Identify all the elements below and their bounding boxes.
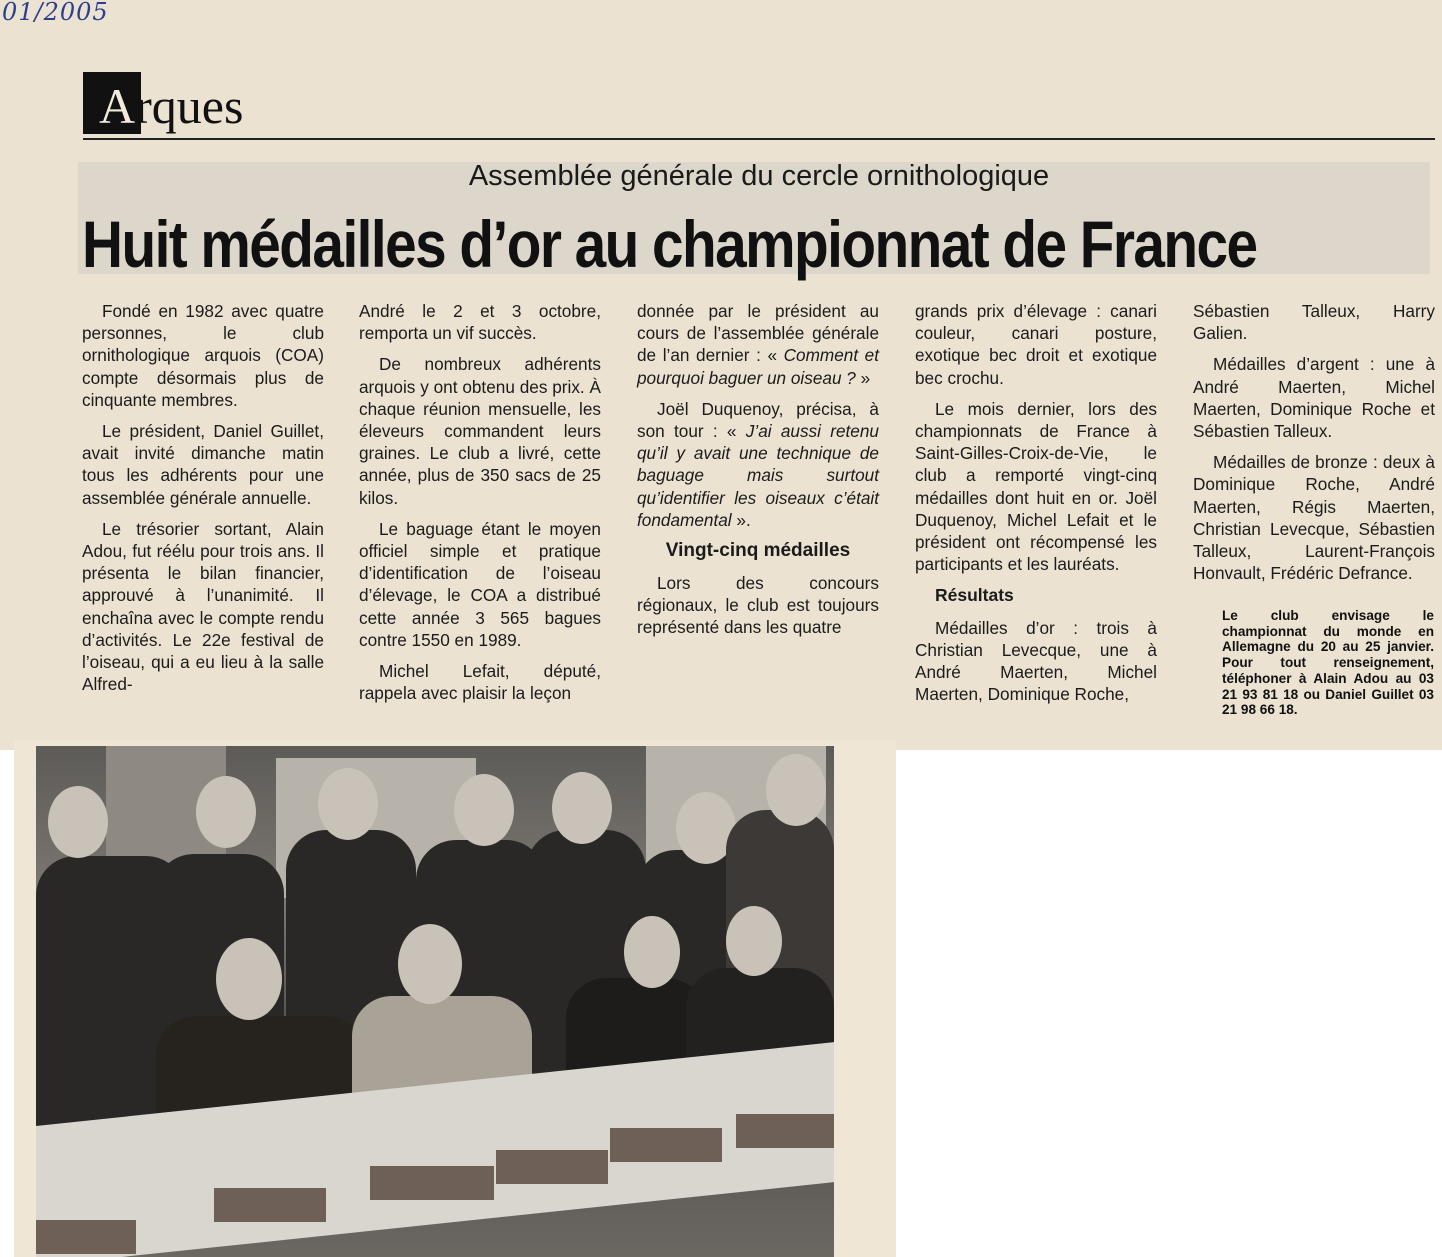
text-run: » (860, 367, 871, 388)
paragraph: Michel Lefait, député, rappela avec plaisir la leçon (359, 661, 601, 704)
article-column-1 (82, 300, 324, 704)
text-run: Joël Duquenoy, précisa, à son tour : « (637, 398, 879, 442)
paragraph: De nombreux adhérents arquois y ont obtenu des prix. À chaque réunion mensuelle, les éleveurs commandent leurs graines. Le club a livré, cette année, plus de 350 sacs de 25 kilos. (359, 354, 601, 508)
headline: Huit médailles d’or au championnat de France (82, 207, 1257, 281)
photo-head (216, 938, 282, 1020)
kicker: Assemblée générale du cercle ornithologique (468, 160, 1050, 192)
photo-head (624, 916, 680, 988)
photo-box (370, 1166, 494, 1200)
paragraph: Le mois dernier, lors des championnats de France à Saint-Gilles-Croix-de-Vie, le club a remporté vingt-cinq médailles dont huit en or. Joël Duquenoy, Michel Lefait et le président ont récompensé les participants et les lauréats. (915, 398, 1157, 575)
photo-head (726, 906, 782, 976)
photo-head (196, 776, 256, 848)
paragraph (637, 398, 879, 531)
paragraph: Le trésorier sortant, Alain Adou, fut réélu pour trois ans. Il présenta le bilan financier, approuvé à l’unanimité. Il enchaîna avec le compte rendu d’activités. Le 22e festival de l’oiseau, qui a eu lieu à la salle Alfred- (82, 518, 324, 695)
article-column-2 (359, 300, 601, 713)
photo-head (318, 768, 378, 840)
photo-head (398, 924, 462, 1004)
paragraph: Sébastien Talleux, Harry Galien. (1193, 301, 1435, 344)
section-rule (83, 138, 1435, 140)
paragraph: Médailles d’or : trois à Christian Levecque, une à André Maerten, Michel Maerten, Dominique Roche, (915, 617, 1157, 705)
text-run: ». (736, 509, 751, 530)
paragraph: grands prix d’élevage : canari couleur, canari posture, exotique bec droit et exotique bec crochu. (915, 301, 1157, 388)
photo-head (766, 754, 826, 826)
paragraph: Le baguage étant le moyen officiel simple et pratique d’identification de l’oiseau d’élevage, le COA a distribué cette année 3 565 bagues contre 1550 en 1989. (359, 518, 601, 650)
paragraph: Médailles d’argent : une à André Maerten, Michel Maerten, Dominique Roche et Sébastien Talleux. (1193, 354, 1435, 442)
paragraph: Lors des concours régionaux, le club est toujours représenté dans les quatre (637, 573, 879, 638)
photo-box (36, 1220, 136, 1254)
photo-head (48, 786, 108, 858)
photo-box (610, 1128, 722, 1162)
section-initial: A (99, 78, 136, 134)
photo-head (454, 774, 514, 846)
photo-box (214, 1188, 326, 1222)
info-box: Le club envisage le championnat du monde en Allemagne du 20 au 25 janvier. Pour tout renseignement, téléphoner à Alain Adou au 03 21 93 81 18 ou Daniel Guillet 03 21 98 66 18. (1222, 608, 1434, 718)
subheading: Vingt-cinq médailles (665, 540, 851, 562)
article-column-5 (1193, 300, 1435, 593)
quote: J’ai aussi retenu qu’il y avait une technique de baguage mais surtout qu’identifier les oiseaux c’était fondamental (637, 421, 879, 530)
subheading: Résultats (935, 585, 1014, 606)
paragraph: Le président, Daniel Guillet, avait invité dimanche matin tous les adhérents pour une assemblée générale annuelle. (82, 421, 324, 508)
photo-head (552, 772, 612, 844)
article-column-3 (637, 300, 879, 648)
section-rest: rques (135, 78, 244, 134)
paragraph (637, 300, 879, 389)
paragraph: Médailles de bronze : deux à Dominique Roche, André Maerten, Régis Maerten, Christian Levecque, Sébastien Talleux, Laurent-François Honvault, Frédéric Defrance. (1193, 452, 1435, 584)
group-photo (36, 746, 834, 1257)
handwritten-date: 01/2005 (2, 0, 109, 26)
article-column-4 (915, 300, 1157, 714)
photo-box (736, 1114, 834, 1148)
text-run: donnée par le président au cours de l’assemblée générale de l’an dernier : « (637, 301, 879, 366)
quote: Comment et pourquoi baguer un oiseau ? (637, 345, 880, 388)
paragraph: Fondé en 1982 avec quatre personnes, le club ornithologique arquois (COA) compte désormais plus de cinquante membres. (82, 301, 324, 410)
paragraph: André le 2 et 3 octobre, remporta un vif succès. (359, 301, 601, 344)
photo-box (496, 1150, 608, 1184)
